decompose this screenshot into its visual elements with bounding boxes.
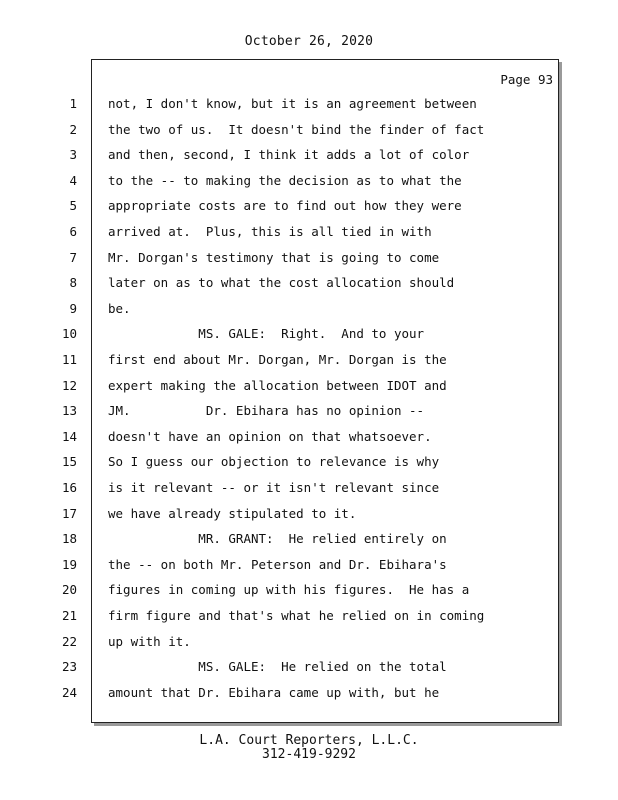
line-text: the -- on both Mr. Peterson and Dr. Ebihara's	[108, 556, 447, 572]
transcript-line	[69, 300, 558, 327]
line-number: 11	[61, 352, 77, 367]
line-number: 6	[69, 224, 77, 239]
transcript-line	[69, 249, 558, 276]
line-text: up with it.	[108, 633, 191, 649]
line-text: JM. Dr. Ebihara has no opinion --	[108, 403, 425, 419]
line-number: 8	[69, 275, 77, 291]
line-number: 18	[61, 531, 77, 547]
line-text: is it relevant -- or it isn't relevant since	[108, 480, 440, 495]
line-text: appropriate costs are to find out how they were	[108, 198, 462, 214]
line-text: and then, second, I think it adds a lot of color	[108, 147, 470, 163]
line-text: we have already stipulated to it.	[108, 505, 357, 521]
line-number: 23	[61, 659, 77, 675]
line-number: 3	[69, 147, 77, 163]
line-number: 21	[61, 608, 77, 623]
transcript-line	[69, 147, 558, 173]
line-text: Mr. Dorgan's testimony that is going to come	[108, 249, 440, 265]
line-text: doesn't have an opinion on that whatsoever.	[108, 428, 432, 444]
transcript-line	[69, 172, 558, 199]
line-text: to the -- to making the decision as to what the	[108, 172, 462, 188]
line-number: 5	[69, 198, 77, 214]
transcript-line	[69, 275, 558, 301]
line-text: MS. GALE: He relied on the total	[108, 659, 447, 675]
line-number: 16	[61, 480, 77, 495]
transcript-line	[61, 377, 558, 404]
line-number: 7	[69, 249, 77, 265]
line-number: 22	[61, 633, 77, 649]
line-text: figures in coming up with his figures. He has a	[108, 582, 470, 598]
line-text: the two of us. It doesn't bind the finder of fact	[108, 121, 485, 137]
transcript-line	[61, 531, 558, 557]
transcript-line	[61, 684, 558, 711]
line-text: MR. GRANT: He relied entirely on	[108, 531, 447, 547]
transcript-line	[61, 326, 558, 352]
line-number: 1	[69, 96, 77, 111]
line-text: So I guess our objection to relevance is why	[108, 454, 440, 470]
line-text: not, I don't know, but it is an agreement between	[108, 96, 477, 111]
line-number: 24	[61, 684, 77, 700]
line-number: 4	[69, 172, 77, 188]
transcript-line	[61, 505, 558, 532]
transcript-page	[61, 59, 559, 723]
line-number: 10	[61, 326, 77, 342]
line-number: 9	[69, 300, 77, 316]
transcript-line	[61, 352, 558, 378]
line-text: first end about Mr. Dorgan, Mr. Dorgan is the	[108, 352, 447, 367]
line-number: 2	[69, 121, 77, 137]
transcript-line	[61, 428, 558, 455]
transcript-line	[69, 198, 558, 224]
page-number: Page 93	[500, 72, 553, 87]
line-number: 17	[61, 505, 77, 521]
transcript-line	[69, 96, 558, 122]
footer-company: L.A. Court Reporters, L.L.C.	[199, 733, 419, 748]
transcript-line	[61, 659, 558, 685]
line-text: MS. GALE: Right. And to your	[108, 326, 425, 342]
transcript-line	[61, 556, 558, 583]
transcript-line	[61, 633, 558, 660]
line-text: firm figure and that's what he relied on in coming	[108, 608, 485, 623]
line-number: 14	[61, 428, 77, 444]
transcript-date: October 26, 2020	[244, 34, 374, 49]
transcript-line	[61, 403, 558, 429]
line-number: 15	[61, 454, 77, 470]
transcript-line	[69, 121, 558, 148]
line-text: later on as to what the cost allocation should	[108, 275, 455, 291]
transcript-line	[61, 454, 558, 480]
line-text: amount that Dr. Ebihara came up with, but he	[108, 684, 440, 700]
line-number: 19	[61, 556, 77, 572]
transcript-line	[69, 224, 558, 250]
line-text: expert making the allocation between IDOT and	[108, 377, 447, 393]
transcript-line	[61, 480, 558, 506]
line-text: be.	[108, 300, 131, 316]
footer-phone: 312-419-9292	[262, 747, 356, 762]
line-text: arrived at. Plus, this is all tied in with	[108, 224, 432, 239]
line-number: 12	[61, 377, 77, 393]
line-number: 20	[61, 582, 77, 598]
line-number: 13	[61, 403, 77, 419]
transcript-line	[61, 608, 558, 634]
transcript-line	[61, 582, 558, 608]
